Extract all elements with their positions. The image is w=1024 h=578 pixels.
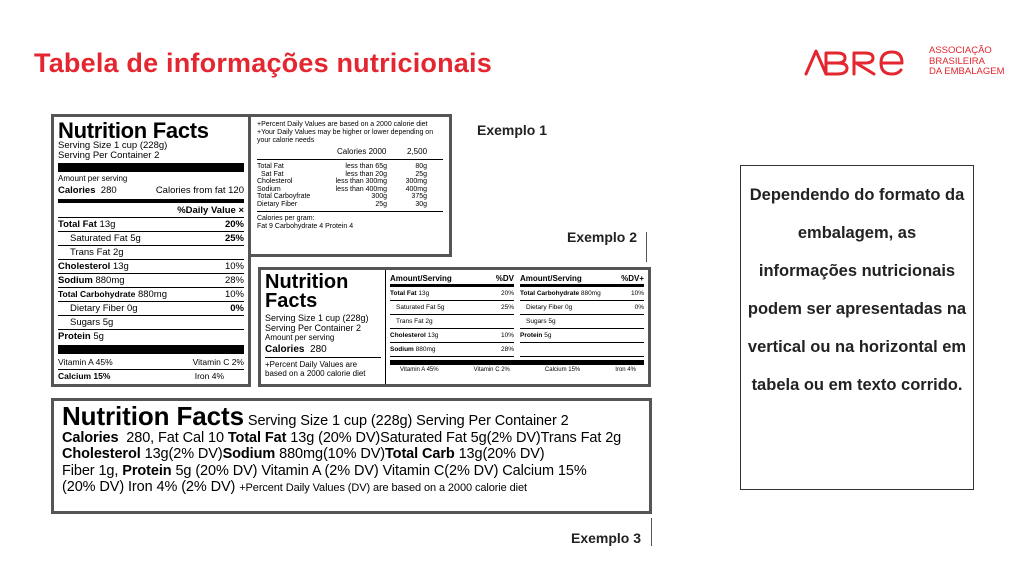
example-1-label: Exemplo 1 bbox=[477, 122, 548, 138]
nutrient-row: Saturated Fat 5g 25% bbox=[58, 232, 244, 246]
example-3-label: Exemplo 3 bbox=[571, 530, 642, 546]
slide-title: Tabela de informações nutricionais bbox=[34, 48, 492, 78]
divider-bar bbox=[58, 163, 244, 172]
label3-line-3: Cholesterol 13g(2% DV)Sodium 880mg(10% DV)Total Carb 13g(20% DV) bbox=[62, 446, 545, 462]
serving-size: Serving Size 1 cup (228g) bbox=[265, 313, 369, 323]
calories-per-gram-values: Fat 9 Carbohydrate 4 Protein 4 bbox=[257, 223, 354, 230]
servings-per-container: Serving Per Container 2 bbox=[58, 150, 160, 161]
footnote-line: +Percent Daily Values are based on a 2000 calorie diet bbox=[257, 121, 428, 128]
abre-logo bbox=[804, 46, 1005, 78]
nutrient-row: Sugars 5g bbox=[58, 316, 244, 330]
nutrient-row: Protein 5g bbox=[520, 329, 644, 343]
label-title: Nutrition Facts bbox=[265, 271, 349, 312]
vitamins-row: Vitamin A 45% Vitamin C 2% bbox=[58, 356, 244, 370]
divider-bar bbox=[58, 199, 244, 203]
daily-value-header: %Daily Value × bbox=[58, 205, 244, 218]
nutrient-row: Protein 5g bbox=[58, 331, 104, 342]
footnote-panel bbox=[251, 114, 452, 257]
nutrient-row: Dietary Fiber 0g 0% bbox=[58, 302, 244, 316]
logo-line: BRASILEIRA bbox=[929, 55, 985, 67]
nutrition-label-vertical bbox=[51, 114, 251, 387]
nutrient-row: Trans Fat 2g bbox=[390, 315, 514, 329]
nutrient-column bbox=[390, 273, 514, 357]
calories-row bbox=[58, 184, 244, 197]
divider bbox=[651, 518, 652, 546]
nutrient-row: Total Carbohydrate 880mg 10% bbox=[58, 289, 244, 300]
minerals-row: Calcium 15% Iron 4% bbox=[58, 371, 224, 381]
calories-row: Calories 280 bbox=[265, 343, 381, 358]
nutrient-row bbox=[520, 343, 644, 357]
nutrient-row: Cholesterol 13g 10% bbox=[390, 329, 514, 343]
nutrient-row: Cholesterol 13g 10% bbox=[58, 261, 244, 272]
nutrient-row: Total Carbohydrate 880mg 10% bbox=[520, 287, 644, 301]
footnote-line: +Your Daily Values may be higher or lower depending on your calorie needs bbox=[257, 129, 434, 144]
amount-per-serving: Amount per serving bbox=[58, 174, 128, 183]
calories-from-fat: Calories from fat 120 bbox=[155, 185, 244, 196]
divider-bar bbox=[58, 345, 244, 354]
footnote-table: Total Fat less than 65g 80g Sat Fat less than 20g 25g Cholesterol less than 300mg 300mg Sodium less than 400mg 400mg Total Carboyfrate 300g 375g Dietary Fiber 25g 30g bbox=[257, 163, 427, 208]
label-left-panel bbox=[261, 270, 386, 384]
example-2-label: Exemplo 2 bbox=[567, 229, 638, 245]
logo-text bbox=[929, 46, 1005, 78]
nutrient-column bbox=[520, 273, 644, 357]
label3-line-1: Nutrition Facts Serving Size 1 cup (228g) Serving Per Container 2 bbox=[62, 401, 569, 431]
nutrient-row: Total Fat 13g 20% bbox=[390, 287, 514, 301]
abre-logo-mark bbox=[804, 47, 919, 77]
divider bbox=[257, 211, 443, 212]
nutrition-label-tabular bbox=[258, 267, 651, 387]
nutrient-row: Total Fat 13g 20% bbox=[58, 219, 244, 230]
footnote: +Percent Daily Values are based on a 2000 calorie diet bbox=[265, 360, 366, 378]
label-right-panel bbox=[386, 270, 648, 384]
servings-per-container: Serving Per Container 2 bbox=[265, 323, 362, 333]
nutrient-row: Trans Fat 2g bbox=[58, 246, 244, 260]
amount-per-serving: Amount per serving bbox=[265, 333, 335, 342]
nutrient-row: Dietary Fiber 0g 0% bbox=[520, 301, 644, 315]
nutrient-row: Sodium 880mg 28% bbox=[58, 275, 244, 286]
divider bbox=[646, 232, 647, 262]
nutrient-row: Saturated Fat 5g 25% bbox=[390, 301, 514, 315]
divider bbox=[257, 159, 443, 160]
calories-value: 280 bbox=[100, 185, 117, 196]
label3-line-5: (20% DV) Iron 4% (2% DV) +Percent Daily Values (DV) are based on a 2000 calorie diet bbox=[62, 479, 527, 495]
vitamins-row: Vitamin A 45% Vitamin C 2% Calcium 15% Iron 4% bbox=[390, 360, 644, 373]
label3-line-4: Fiber 1g, Protein 5g (20% DV) Vitamin A (2% DV) Vitamin C(2% DV) Calcium 15% bbox=[62, 462, 587, 479]
nutrient-row: Sugars 5g bbox=[520, 315, 644, 329]
calories-per-gram: Calories per gram: bbox=[257, 215, 315, 222]
nutrition-label-linear bbox=[51, 398, 652, 514]
callout-text: Dependendo do formato da embalagem, as informações nutricionais podem ser apresentadas na vertical ou na horizontal em tabela ou em texto corrido. bbox=[747, 186, 967, 394]
logo-line: ASSOCIAÇÃO bbox=[929, 45, 992, 56]
calories-label: Calories bbox=[58, 185, 96, 196]
column-header: Amount/Serving %DV+ bbox=[520, 273, 644, 287]
serving-size: Serving Size 1 cup (228g) bbox=[58, 140, 168, 151]
column-header: Amount/Serving %DV bbox=[390, 273, 514, 287]
label-title: Nutrition Facts bbox=[58, 118, 209, 143]
callout-box bbox=[740, 165, 974, 490]
label3-line-2: Calories 280, Fat Cal 10 Total Fat 13g (20% DV)Saturated Fat 5g(2% DV)Trans Fat 2g bbox=[62, 429, 622, 446]
logo-line: DA EMBALAGEM bbox=[929, 66, 1005, 77]
nutrient-row: Sodium 880mg 28% bbox=[390, 343, 514, 357]
footnote-columns: Calories 2000 2,500 bbox=[337, 147, 428, 156]
